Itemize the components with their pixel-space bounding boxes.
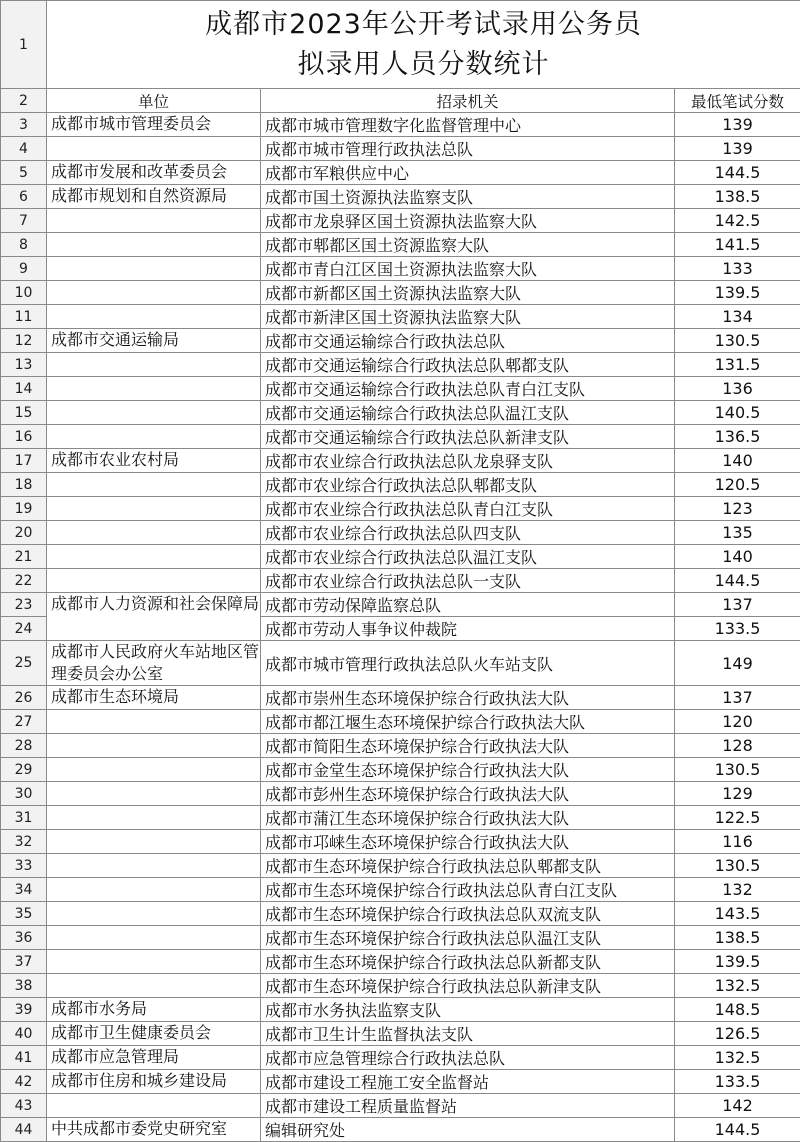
agency-cell[interactable]: 成都市青白江区国土资源执法监察大队	[261, 257, 675, 281]
row-number[interactable]: 34	[1, 878, 47, 902]
agency-cell[interactable]: 成都市水务执法监察支队	[261, 998, 675, 1022]
agency-cell[interactable]: 成都市生态环境保护综合行政执法总队郫都支队	[261, 854, 675, 878]
agency-cell[interactable]: 成都市农业综合行政执法总队温江支队	[261, 545, 675, 569]
agency-cell[interactable]: 成都市邛崃生态环境保护综合行政执法大队	[261, 830, 675, 854]
row-number[interactable]: 20	[1, 521, 47, 545]
score-cell[interactable]: 128	[675, 734, 800, 758]
agency-cell[interactable]: 成都市农业综合行政执法总队郫都支队	[261, 473, 675, 497]
unit-cell[interactable]	[47, 305, 261, 329]
row-number[interactable]: 30	[1, 782, 47, 806]
agency-cell[interactable]: 成都市交通运输综合行政执法总队郫都支队	[261, 353, 675, 377]
agency-cell[interactable]: 成都市郫都区国土资源监察大队	[261, 233, 675, 257]
score-cell[interactable]: 131.5	[675, 353, 800, 377]
row-number[interactable]: 26	[1, 686, 47, 710]
unit-cell[interactable]	[47, 569, 261, 593]
row-number[interactable]: 32	[1, 830, 47, 854]
row-number[interactable]: 40	[1, 1022, 47, 1046]
row-number[interactable]: 31	[1, 806, 47, 830]
table-row	[1, 113, 800, 137]
row-number[interactable]: 2	[1, 89, 47, 113]
unit-cell[interactable]: 成都市水务局	[47, 998, 261, 1022]
score-cell[interactable]: 139.5	[675, 281, 800, 305]
score-cell[interactable]: 136	[675, 377, 800, 401]
row-number[interactable]: 6	[1, 185, 47, 209]
row-number[interactable]: 14	[1, 377, 47, 401]
agency-cell[interactable]: 成都市交通运输综合行政执法总队新津支队	[261, 425, 675, 449]
row-number[interactable]: 11	[1, 305, 47, 329]
row-number[interactable]: 18	[1, 473, 47, 497]
row-number[interactable]: 17	[1, 449, 47, 473]
score-cell[interactable]: 136.5	[675, 425, 800, 449]
row-number[interactable]: 24	[1, 617, 47, 641]
table-row	[1, 830, 800, 854]
score-cell[interactable]: 138.5	[675, 926, 800, 950]
agency-cell[interactable]: 成都市农业综合行政执法总队青白江支队	[261, 497, 675, 521]
header-row	[1, 89, 800, 113]
agency-cell[interactable]: 成都市交通运输综合行政执法总队青白江支队	[261, 377, 675, 401]
table-row	[1, 425, 800, 449]
unit-cell[interactable]: 成都市交通运输局	[47, 329, 261, 353]
score-cell[interactable]: 116	[675, 830, 800, 854]
score-cell[interactable]: 141.5	[675, 233, 800, 257]
table-row	[1, 449, 800, 473]
row-number[interactable]: 9	[1, 257, 47, 281]
row-number[interactable]: 23	[1, 593, 47, 617]
agency-cell[interactable]: 成都市新津区国土资源执法监察大队	[261, 305, 675, 329]
table-row	[1, 569, 800, 593]
score-cell[interactable]: 144.5	[675, 569, 800, 593]
title-line-1: 成都市2023年公开考试录用公务员	[47, 5, 800, 45]
row-number[interactable]: 10	[1, 281, 47, 305]
table-row	[1, 854, 800, 878]
score-cell[interactable]: 139	[675, 113, 800, 137]
agency-cell[interactable]: 成都市生态环境保护综合行政执法总队温江支队	[261, 926, 675, 950]
row-number[interactable]: 21	[1, 545, 47, 569]
agency-cell[interactable]: 成都市生态环境保护综合行政执法总队双流支队	[261, 902, 675, 926]
table-row	[1, 137, 800, 161]
agency-cell[interactable]: 成都市国土资源执法监察支队	[261, 185, 675, 209]
agency-cell[interactable]: 成都市生态环境保护综合行政执法总队新津支队	[261, 974, 675, 998]
score-cell[interactable]: 142.5	[675, 209, 800, 233]
row-number[interactable]: 13	[1, 353, 47, 377]
score-cell[interactable]: 132.5	[675, 974, 800, 998]
table-row	[1, 161, 800, 185]
unit-cell[interactable]	[47, 257, 261, 281]
header-agency[interactable]: 招录机关	[261, 89, 675, 113]
score-cell[interactable]: 144.5	[675, 1118, 800, 1142]
agency-cell[interactable]: 成都市蒲江生态环境保护综合行政执法大队	[261, 806, 675, 830]
score-cell[interactable]: 130.5	[675, 329, 800, 353]
score-cell[interactable]: 137	[675, 593, 800, 617]
unit-cell[interactable]: 成都市卫生健康委员会	[47, 1022, 261, 1046]
unit-cell[interactable]	[47, 401, 261, 425]
unit-cell[interactable]: 成都市人民政府火车站地区管理委员会办公室	[47, 641, 261, 686]
row-number[interactable]: 42	[1, 1070, 47, 1094]
table-row	[1, 782, 800, 806]
row-number[interactable]: 35	[1, 902, 47, 926]
table-row	[1, 521, 800, 545]
table-row	[1, 1070, 800, 1094]
table-row	[1, 926, 800, 950]
table-row	[1, 233, 800, 257]
agency-cell[interactable]: 编辑研究处	[261, 1118, 675, 1142]
table-row	[1, 806, 800, 830]
row-number[interactable]: 7	[1, 209, 47, 233]
unit-cell[interactable]	[47, 806, 261, 830]
table-row	[1, 377, 800, 401]
agency-cell[interactable]: 成都市生态环境保护综合行政执法总队新都支队	[261, 950, 675, 974]
score-cell[interactable]: 132.5	[675, 1046, 800, 1070]
row-number[interactable]: 43	[1, 1094, 47, 1118]
agency-cell[interactable]: 成都市应急管理综合行政执法总队	[261, 1046, 675, 1070]
unit-cell[interactable]	[47, 137, 261, 161]
row-number[interactable]: 1	[1, 1, 47, 89]
unit-cell[interactable]	[47, 902, 261, 926]
agency-cell[interactable]: 成都市龙泉驿区国土资源执法监察大队	[261, 209, 675, 233]
row-number[interactable]: 33	[1, 854, 47, 878]
unit-cell[interactable]	[47, 209, 261, 233]
unit-cell[interactable]	[47, 878, 261, 902]
score-cell[interactable]: 133.5	[675, 1070, 800, 1094]
unit-cell[interactable]	[47, 425, 261, 449]
row-number[interactable]: 44	[1, 1118, 47, 1142]
row-number[interactable]: 16	[1, 425, 47, 449]
unit-cell[interactable]	[47, 854, 261, 878]
unit-cell[interactable]: 成都市人力资源和社会保障局	[47, 593, 261, 641]
table-row	[1, 545, 800, 569]
table-row	[1, 593, 800, 617]
agency-cell[interactable]: 成都市劳动保障监察总队	[261, 593, 675, 617]
score-cell[interactable]: 120	[675, 710, 800, 734]
unit-cell[interactable]: 成都市发展和改革委员会	[47, 161, 261, 185]
agency-cell[interactable]: 成都市卫生计生监督执法支队	[261, 1022, 675, 1046]
row-number[interactable]: 4	[1, 137, 47, 161]
table-row	[1, 329, 800, 353]
agency-cell[interactable]: 成都市生态环境保护综合行政执法总队青白江支队	[261, 878, 675, 902]
score-cell[interactable]: 123	[675, 497, 800, 521]
row-number[interactable]: 28	[1, 734, 47, 758]
table-row	[1, 353, 800, 377]
score-cell[interactable]: 138.5	[675, 185, 800, 209]
agency-cell[interactable]: 成都市交通运输综合行政执法总队温江支队	[261, 401, 675, 425]
score-cell[interactable]: 134	[675, 305, 800, 329]
score-cell[interactable]: 144.5	[675, 161, 800, 185]
score-cell[interactable]: 139	[675, 137, 800, 161]
unit-cell[interactable]: 成都市应急管理局	[47, 1046, 261, 1070]
row-number[interactable]: 41	[1, 1046, 47, 1070]
agency-cell[interactable]: 成都市建设工程质量监督站	[261, 1094, 675, 1118]
table-row	[1, 401, 800, 425]
unit-cell[interactable]	[47, 950, 261, 974]
row-number[interactable]: 12	[1, 329, 47, 353]
score-cell[interactable]: 135	[675, 521, 800, 545]
score-cell[interactable]: 139.5	[675, 950, 800, 974]
table-row	[1, 281, 800, 305]
unit-cell[interactable]	[47, 353, 261, 377]
agency-cell[interactable]: 成都市金堂生态环境保护综合行政执法大队	[261, 758, 675, 782]
table-row	[1, 641, 800, 686]
table-row	[1, 950, 800, 974]
title-row	[1, 1, 800, 89]
score-cell[interactable]: 126.5	[675, 1022, 800, 1046]
table-row	[1, 305, 800, 329]
row-number[interactable]: 27	[1, 710, 47, 734]
agency-cell[interactable]: 成都市城市管理行政执法总队	[261, 137, 675, 161]
unit-cell[interactable]	[47, 710, 261, 734]
unit-cell[interactable]	[47, 830, 261, 854]
agency-cell[interactable]: 成都市农业综合行政执法总队一支队	[261, 569, 675, 593]
unit-cell[interactable]	[47, 758, 261, 782]
score-cell[interactable]: 149	[675, 641, 800, 686]
agency-cell[interactable]: 成都市农业综合行政执法总队四支队	[261, 521, 675, 545]
agency-cell[interactable]: 成都市简阳生态环境保护综合行政执法大队	[261, 734, 675, 758]
unit-cell[interactable]	[47, 473, 261, 497]
row-number[interactable]: 36	[1, 926, 47, 950]
score-cell[interactable]: 143.5	[675, 902, 800, 926]
table-row	[1, 710, 800, 734]
score-cell[interactable]: 132	[675, 878, 800, 902]
score-cell[interactable]: 130.5	[675, 758, 800, 782]
row-number[interactable]: 38	[1, 974, 47, 998]
row-number[interactable]: 8	[1, 233, 47, 257]
unit-cell[interactable]: 成都市规划和自然资源局	[47, 185, 261, 209]
score-cell[interactable]: 137	[675, 686, 800, 710]
table-row	[1, 902, 800, 926]
table-row	[1, 1118, 800, 1142]
unit-cell[interactable]	[47, 974, 261, 998]
row-number[interactable]: 3	[1, 113, 47, 137]
agency-cell[interactable]: 成都市城市管理数字化监督管理中心	[261, 113, 675, 137]
score-cell[interactable]: 122.5	[675, 806, 800, 830]
unit-cell[interactable]	[47, 734, 261, 758]
unit-cell[interactable]	[47, 545, 261, 569]
unit-cell[interactable]	[47, 281, 261, 305]
table-row	[1, 998, 800, 1022]
row-number[interactable]: 19	[1, 497, 47, 521]
table-row	[1, 497, 800, 521]
unit-cell[interactable]	[47, 782, 261, 806]
unit-cell[interactable]	[47, 497, 261, 521]
agency-cell[interactable]: 成都市崇州生态环境保护综合行政执法大队	[261, 686, 675, 710]
table-row	[1, 734, 800, 758]
header-score[interactable]: 最低笔试分数	[675, 89, 800, 113]
title-line-2: 拟录用人员分数统计	[47, 45, 800, 85]
score-cell[interactable]: 140	[675, 545, 800, 569]
table-row	[1, 1046, 800, 1070]
unit-cell[interactable]	[47, 233, 261, 257]
agency-cell[interactable]: 成都市军粮供应中心	[261, 161, 675, 185]
row-number[interactable]: 39	[1, 998, 47, 1022]
row-number[interactable]: 29	[1, 758, 47, 782]
table-row	[1, 974, 800, 998]
unit-cell[interactable]	[47, 1094, 261, 1118]
unit-cell[interactable]	[47, 926, 261, 950]
agency-cell[interactable]: 成都市农业综合行政执法总队龙泉驿支队	[261, 449, 675, 473]
agency-cell[interactable]: 成都市城市管理行政执法总队火车站支队	[261, 641, 675, 686]
score-cell[interactable]: 140.5	[675, 401, 800, 425]
score-cell[interactable]: 142	[675, 1094, 800, 1118]
agency-cell[interactable]: 成都市劳动人事争议仲裁院	[261, 617, 675, 641]
score-cell[interactable]: 133.5	[675, 617, 800, 641]
agency-cell[interactable]: 成都市建设工程施工安全监督站	[261, 1070, 675, 1094]
unit-cell[interactable]: 成都市生态环境局	[47, 686, 261, 710]
header-unit[interactable]: 单位	[47, 89, 261, 113]
agency-cell[interactable]: 成都市新都区国土资源执法监察大队	[261, 281, 675, 305]
unit-cell[interactable]	[47, 377, 261, 401]
agency-cell[interactable]: 成都市彭州生态环境保护综合行政执法大队	[261, 782, 675, 806]
agency-cell[interactable]: 成都市都江堰生态环境保护综合行政执法大队	[261, 710, 675, 734]
page-title	[47, 1, 800, 89]
table-row	[1, 257, 800, 281]
score-cell[interactable]: 148.5	[675, 998, 800, 1022]
row-number[interactable]: 5	[1, 161, 47, 185]
unit-cell[interactable]: 成都市城市管理委员会	[47, 113, 261, 137]
table-row	[1, 1022, 800, 1046]
table-row	[1, 1094, 800, 1118]
table-row	[1, 686, 800, 710]
unit-cell[interactable]: 成都市住房和城乡建设局	[47, 1070, 261, 1094]
row-number[interactable]: 25	[1, 641, 47, 686]
table-row	[1, 878, 800, 902]
score-cell[interactable]: 129	[675, 782, 800, 806]
agency-cell[interactable]: 成都市交通运输综合行政执法总队	[261, 329, 675, 353]
table-row	[1, 185, 800, 209]
row-number[interactable]: 22	[1, 569, 47, 593]
row-number[interactable]: 37	[1, 950, 47, 974]
table-row	[1, 209, 800, 233]
score-cell[interactable]: 140	[675, 449, 800, 473]
unit-cell[interactable]	[47, 521, 261, 545]
row-number[interactable]: 15	[1, 401, 47, 425]
score-cell[interactable]: 133	[675, 257, 800, 281]
score-cell[interactable]: 120.5	[675, 473, 800, 497]
unit-cell[interactable]: 成都市农业农村局	[47, 449, 261, 473]
unit-cell[interactable]: 中共成都市委党史研究室	[47, 1118, 261, 1142]
table-row	[1, 758, 800, 782]
table-row	[1, 473, 800, 497]
score-cell[interactable]: 130.5	[675, 854, 800, 878]
